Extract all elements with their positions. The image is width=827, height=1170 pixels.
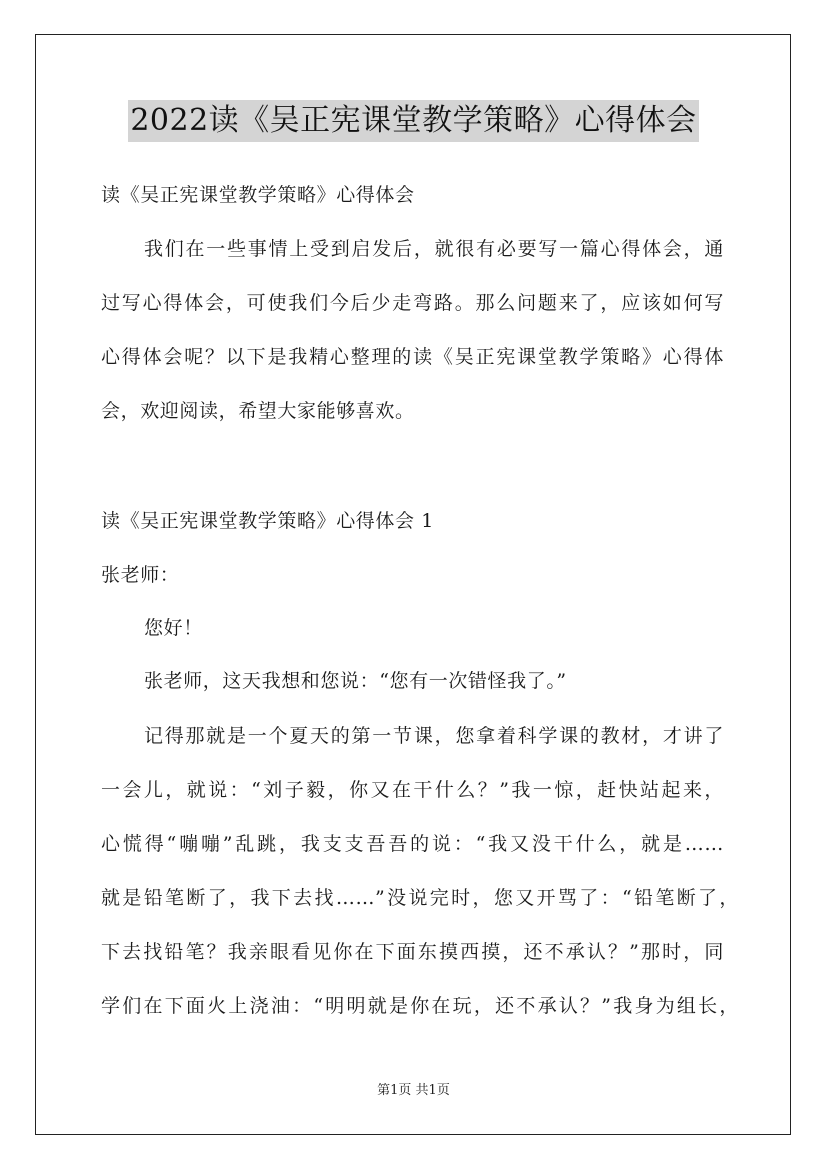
- body-line: 学们在下面火上浇油：“明明就是你在玩，还不承认？”我身为组长，: [101, 995, 739, 1017]
- body-paragraph: 张老师，这天我想和您说：“您有一次错怪我了。”: [144, 670, 567, 692]
- intro-line: 心得体会呢？以下是我精心整理的读《吴正宪课堂教学策略》心得体: [101, 346, 724, 368]
- page-footer: 第1页 共1页: [377, 1083, 450, 1098]
- intro-line: 会，欢迎阅读，希望大家能够喜欢。: [101, 400, 415, 422]
- title-container: [0, 100, 827, 142]
- salutation: 张老师：: [101, 564, 180, 586]
- intro-line: 过写心得体会，可使我们今后少走弯路。那么问题来了，应该如何写: [101, 292, 724, 314]
- document-subtitle: 读《吴正宪课堂教学策略》心得体会: [101, 184, 415, 206]
- body-line: 就是铅笔断了，我下去找……”没说完时，您又开骂了：“铅笔断了，: [101, 887, 739, 909]
- intro-line: 我们在一些事情上受到启发后，就很有必要写一篇心得体会，通: [144, 238, 724, 260]
- body-line: 下去找铅笔？我亲眼看见你在下面东摸西摸，还不承认？”那时，同: [101, 941, 724, 963]
- body-line: 一会儿，就说：“刘子毅，你又在干什么？”我一惊，赶快站起来，: [101, 779, 724, 801]
- document-title: 2022读《吴正宪课堂教学策略》心得体会: [128, 100, 698, 142]
- section-heading: 读《吴正宪课堂教学策略》心得体会 1: [101, 510, 434, 532]
- greeting: 您好！: [144, 617, 203, 639]
- body-line: 心慌得“嘣嘣”乱跳，我支支吾吾的说：“我又没干什么，就是……: [101, 833, 724, 855]
- body-line: 记得那就是一个夏天的第一节课，您拿着科学课的教材，才讲了: [144, 725, 724, 747]
